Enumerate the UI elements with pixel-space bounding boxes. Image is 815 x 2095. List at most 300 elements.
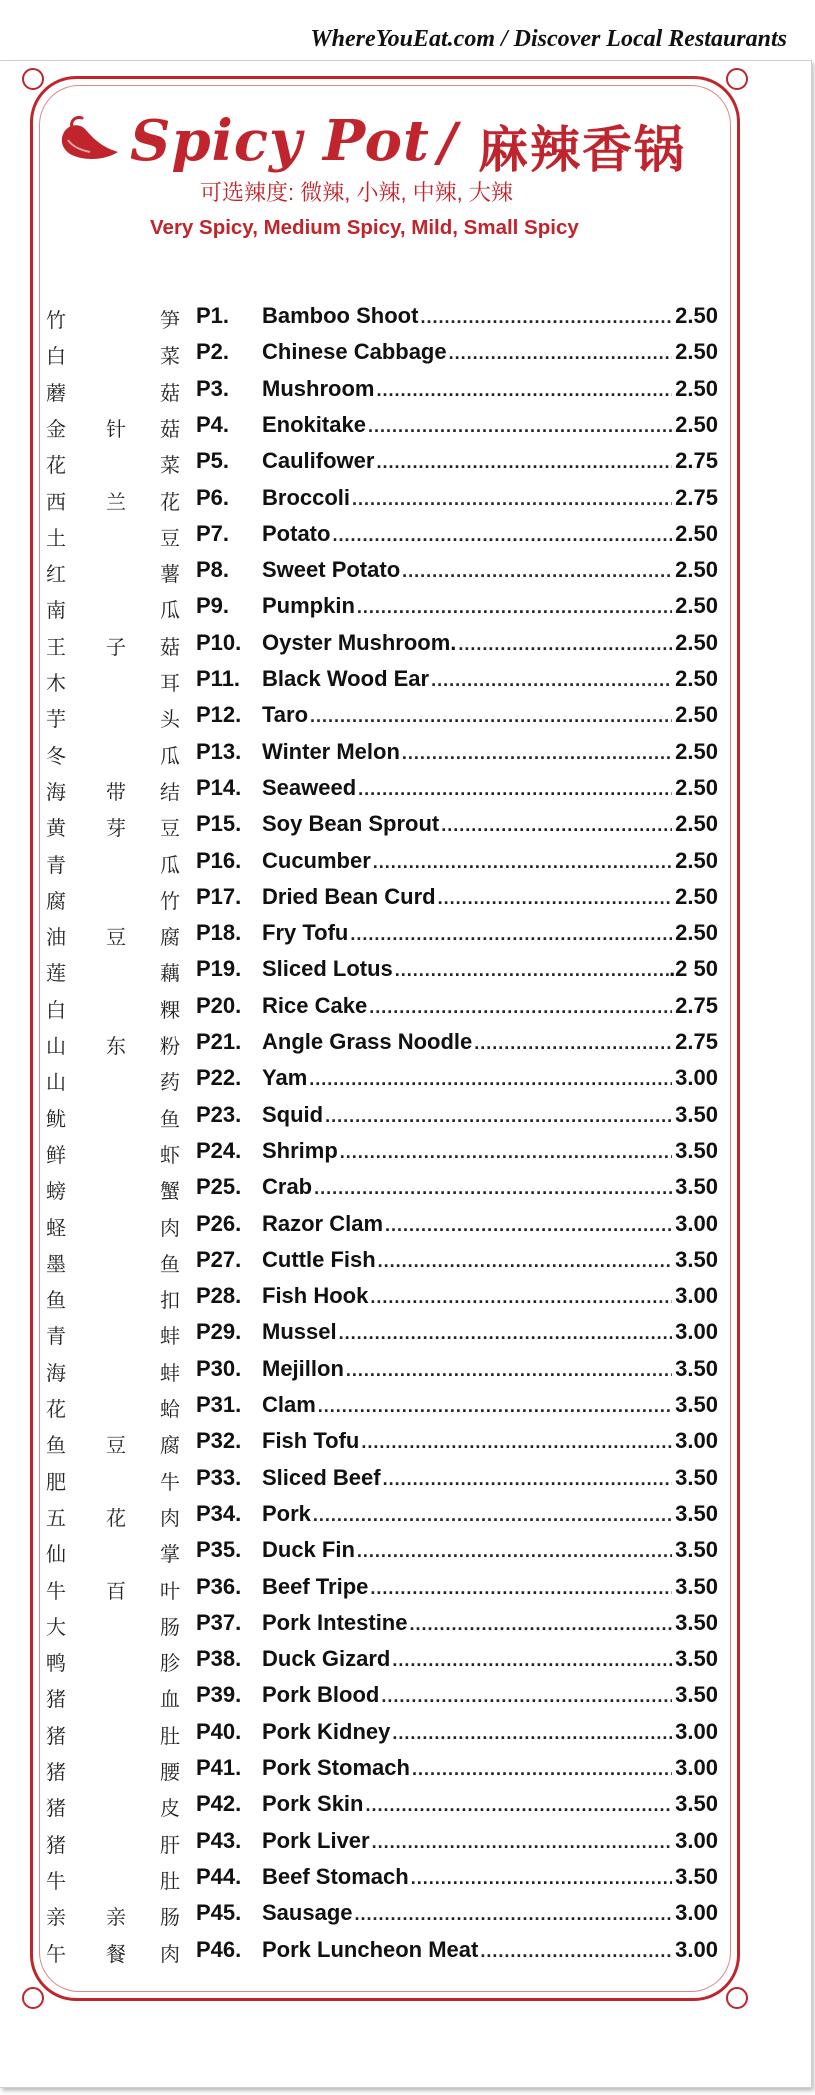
menu-item-row xyxy=(0,445,815,481)
menu-item-chinese-char-3: 菇 xyxy=(160,416,180,441)
menu-item-code: P45. xyxy=(196,1900,242,1926)
menu-item-chinese-char-1: 螃 xyxy=(46,1179,66,1204)
menu-item-name-line xyxy=(262,993,672,1019)
menu-item-row xyxy=(0,736,815,772)
menu-item-row xyxy=(0,1026,815,1062)
menu-item-code: P6. xyxy=(196,484,230,510)
menu-item-name: Mejillon xyxy=(262,1355,344,1381)
dot-leader xyxy=(420,307,672,328)
menu-item-row xyxy=(0,1244,815,1280)
menu-item-price: 3.00 xyxy=(675,1900,718,1926)
menu-item-price: 2.50 xyxy=(675,774,718,800)
menu-item-row xyxy=(0,1462,815,1498)
menu-item-row xyxy=(0,1571,815,1607)
menu-item-name-line xyxy=(262,1864,672,1890)
menu-item-row xyxy=(0,518,815,554)
menu-item-price: 2.75 xyxy=(675,1029,718,1054)
menu-item-chinese-char-2: 针 xyxy=(106,416,126,441)
dot-leader xyxy=(355,1904,673,1925)
menu-item-chinese-char-1: 鲜 xyxy=(46,1142,66,1167)
menu-item-chinese-char-3: 肝 xyxy=(160,1832,180,1857)
dot-leader xyxy=(383,1469,672,1490)
menu-item-row xyxy=(0,300,815,336)
menu-item-name: Caulifower xyxy=(262,448,375,474)
menu-item-name-line xyxy=(262,702,672,728)
menu-item-code: P39. xyxy=(196,1682,242,1708)
dot-leader xyxy=(474,1033,672,1054)
dot-leader xyxy=(365,1795,672,1816)
menu-item-name-line xyxy=(262,1428,672,1454)
dot-leader xyxy=(352,489,672,510)
menu-item-name: Pork Liver xyxy=(262,1827,370,1853)
menu-item-chinese-char-3: 药 xyxy=(160,1070,180,1095)
menu-item-price: 3.00 xyxy=(675,1936,718,1962)
menu-item-price: .2 50 xyxy=(669,956,718,982)
menu-item-price: 3.50 xyxy=(675,1682,718,1708)
menu-item-price: 3.00 xyxy=(675,1755,718,1780)
menu-item-code: P46. xyxy=(196,1936,242,1962)
menu-item-name: Pork Intestine xyxy=(262,1609,408,1635)
menu-item-name-line xyxy=(262,1828,672,1854)
menu-item-chinese-char-3: 菜 xyxy=(160,453,180,478)
menu-item-chinese-char-1: 猪 xyxy=(46,1687,66,1712)
menu-item-row xyxy=(0,953,815,989)
menu-item-price: 2.50 xyxy=(675,811,718,837)
menu-item-row xyxy=(0,1062,815,1098)
menu-item-row xyxy=(0,1425,815,1461)
menu-item-chinese-char-1: 肥 xyxy=(46,1469,66,1494)
menu-item-row xyxy=(0,1861,815,1897)
menu-item-code: P38. xyxy=(196,1646,242,1672)
menu-item-chinese-char-1: 猪 xyxy=(46,1796,66,1821)
dot-leader xyxy=(392,1650,672,1671)
menu-item-name: Soy Bean Sprout xyxy=(262,811,440,837)
menu-item-price: 2.50 xyxy=(675,702,718,728)
menu-item-code: P32. xyxy=(196,1428,242,1454)
menu-item-price: 3.00 xyxy=(675,1283,718,1309)
menu-item-chinese-char-3: 肚 xyxy=(160,1868,180,1893)
menu-item-chinese-char-3: 笋 xyxy=(160,308,180,332)
menu-item-name: Fish Hook xyxy=(262,1283,369,1309)
menu-item-name-line xyxy=(262,1646,672,1672)
menu-item-row xyxy=(0,1679,815,1715)
menu-item-row xyxy=(0,554,815,590)
menu-item-name-line xyxy=(262,1283,672,1309)
menu-item-chinese-char-1: 黄 xyxy=(46,816,66,841)
menu-item-code: P24. xyxy=(196,1137,242,1163)
menu-item-chinese-char-3: 藕 xyxy=(160,961,180,986)
menu-item-code: P28. xyxy=(196,1283,242,1309)
menu-item-code: P26. xyxy=(196,1210,242,1236)
menu-item-chinese-char-1: 油 xyxy=(46,925,66,950)
menu-item-row xyxy=(0,627,815,663)
menu-item-chinese-char-2: 百 xyxy=(106,1578,126,1603)
menu-item-chinese-char-3: 腰 xyxy=(160,1760,180,1784)
dot-leader xyxy=(346,1360,672,1381)
dot-leader xyxy=(458,634,672,655)
menu-item-price: 3.50 xyxy=(675,1863,718,1889)
menu-item-chinese-char-1: 墨 xyxy=(46,1251,66,1276)
menu-item-name-line xyxy=(262,630,672,656)
dish-title: Spicy Pot xyxy=(130,108,430,174)
menu-item-code: P7. xyxy=(196,520,230,546)
menu-item-price: 3.50 xyxy=(675,1174,718,1200)
menu-item-name-line xyxy=(262,1174,672,1200)
menu-item-name-line xyxy=(262,1537,672,1563)
menu-item-chinese-char-3: 菜 xyxy=(160,344,180,369)
menu-item-code: P37. xyxy=(196,1609,242,1635)
menu-item-chinese-char-1: 亲 xyxy=(46,1905,66,1930)
menu-item-chinese-char-3: 鱼 xyxy=(160,1106,180,1131)
menu-item-row xyxy=(0,1280,815,1316)
menu-item-code: P16. xyxy=(196,847,242,873)
menu-item-name-line xyxy=(262,339,672,365)
menu-item-chinese-char-1: 莲 xyxy=(46,961,66,986)
menu-item-code: P12. xyxy=(196,702,242,728)
chili-pepper-icon xyxy=(58,116,120,164)
dot-leader xyxy=(381,1686,672,1707)
dot-leader xyxy=(310,706,672,727)
dot-leader xyxy=(402,743,672,764)
menu-item-code: P27. xyxy=(196,1246,242,1272)
dot-leader xyxy=(309,1069,672,1090)
menu-item-name-line xyxy=(262,593,672,619)
menu-item-code: P40. xyxy=(196,1718,242,1744)
menu-item-name-line xyxy=(262,1102,672,1128)
menu-item-chinese-char-2: 花 xyxy=(106,1505,126,1530)
menu-item-price: 3.50 xyxy=(675,1246,718,1272)
dot-leader xyxy=(357,1541,672,1562)
dot-leader xyxy=(373,852,672,873)
menu-item-name-line xyxy=(262,1900,672,1926)
menu-item-name-line xyxy=(262,1610,672,1636)
menu-item-row xyxy=(0,590,815,626)
menu-item-chinese-char-3: 肉 xyxy=(160,1941,180,1966)
menu-item-name-line xyxy=(262,848,672,874)
dot-leader xyxy=(358,779,672,800)
menu-item-chinese-char-3: 粿 xyxy=(160,997,180,1022)
menu-item-code: P13. xyxy=(196,738,242,764)
menu-item-chinese-char-3: 豆 xyxy=(160,816,180,841)
menu-item-row xyxy=(0,482,815,518)
menu-item-name-line xyxy=(262,485,672,511)
menu-item-row xyxy=(0,772,815,808)
menu-item-chinese-char-3: 血 xyxy=(160,1687,180,1712)
menu-item-chinese-char-1: 猪 xyxy=(46,1760,66,1784)
menu-item-chinese-char-3: 头 xyxy=(160,707,180,732)
menu-item-chinese-char-2: 带 xyxy=(106,779,126,804)
menu-item-name: Chinese Cabbage xyxy=(262,339,447,365)
menu-item-chinese-char-3: 叶 xyxy=(160,1578,180,1603)
menu-item-name: Squid xyxy=(262,1101,324,1127)
frame-corner-bottom-left xyxy=(22,1987,44,2009)
menu-item-row xyxy=(0,1716,815,1752)
menu-item-chinese-char-1: 木 xyxy=(46,671,66,695)
spice-levels-chinese: 可选辣度: 微辣, 小辣, 中辣, 大辣 xyxy=(200,180,513,205)
dot-leader xyxy=(431,670,672,691)
frame-corner-top-left xyxy=(22,68,44,90)
menu-item-chinese-char-3: 牛 xyxy=(160,1469,180,1494)
menu-item-chinese-char-3: 薯 xyxy=(160,562,180,587)
menu-item-code: P22. xyxy=(196,1065,242,1091)
menu-item-price: 3.50 xyxy=(675,1355,718,1381)
menu-item-code: P21. xyxy=(196,1029,242,1054)
menu-item-chinese-char-1: 午 xyxy=(46,1941,66,1966)
dot-leader xyxy=(313,1505,672,1526)
menu-item-chinese-char-1: 鱿 xyxy=(46,1106,66,1131)
menu-item-name-line xyxy=(262,739,672,765)
menu-item-name: Fry Tofu xyxy=(262,920,349,946)
menu-item-name: Pork Luncheon Meat xyxy=(262,1936,479,1962)
menu-item-chinese-char-3: 菇 xyxy=(160,634,180,659)
dot-leader xyxy=(480,1941,672,1962)
menu-item-chinese-char-1: 海 xyxy=(46,1360,66,1385)
menu-item-price: 2.75 xyxy=(675,992,718,1018)
dot-leader xyxy=(376,452,672,473)
menu-item-name: Angle Grass Noodle xyxy=(262,1029,473,1054)
menu-item-price: 2.50 xyxy=(675,375,718,401)
menu-item-chinese-char-1: 蘑 xyxy=(46,380,66,405)
menu-item-price: 3.50 xyxy=(675,1101,718,1127)
menu-item-chinese-char-2: 芽 xyxy=(106,816,126,841)
menu-item-name: Pumpkin xyxy=(262,593,355,619)
menu-item-chinese-char-3: 蛤 xyxy=(160,1397,180,1421)
menu-item-price: 2.50 xyxy=(675,593,718,619)
dot-leader xyxy=(361,1432,672,1453)
menu-item-code: P25. xyxy=(196,1174,242,1200)
dot-leader xyxy=(392,1723,672,1744)
menu-item-row xyxy=(0,1171,815,1207)
menu-item-name-line xyxy=(262,1392,672,1418)
menu-item-code: P5. xyxy=(196,448,230,474)
menu-item-name: Black Wood Ear xyxy=(262,666,430,691)
menu-item-row xyxy=(0,699,815,735)
menu-item-chinese-char-3: 蚌 xyxy=(160,1324,180,1349)
menu-item-chinese-char-1: 山 xyxy=(46,1070,66,1095)
menu-item-name: Pork Stomach xyxy=(262,1755,410,1780)
menu-item-chinese-char-3: 蟹 xyxy=(160,1179,180,1204)
menu-item-chinese-char-3: 瓜 xyxy=(160,743,180,768)
menu-item-chinese-char-1: 花 xyxy=(46,1397,66,1421)
menu-item-chinese-char-1: 王 xyxy=(46,634,66,659)
menu-item-price: 3.00 xyxy=(675,1065,718,1091)
menu-item-price: 2.75 xyxy=(675,484,718,510)
menu-item-name: Fish Tofu xyxy=(262,1428,360,1454)
menu-item-chinese-char-1: 山 xyxy=(46,1034,66,1058)
menu-item-row xyxy=(0,845,815,881)
menu-item-chinese-char-1: 鸭 xyxy=(46,1651,66,1676)
menu-item-name-line xyxy=(262,1029,672,1055)
menu-item-name-line xyxy=(262,1465,672,1491)
menu-item-row xyxy=(0,1498,815,1534)
menu-item-row xyxy=(0,1788,815,1824)
menu-item-name: Beef Tripe xyxy=(262,1573,369,1599)
menu-item-chinese-char-3: 皮 xyxy=(160,1796,180,1821)
menu-item-chinese-char-3: 花 xyxy=(160,489,180,514)
menu-item-name: Pork xyxy=(262,1500,311,1526)
menu-item-price: 3.50 xyxy=(675,1573,718,1599)
menu-item-price: 3.00 xyxy=(675,1319,718,1345)
menu-item-row xyxy=(0,336,815,372)
menu-item-row xyxy=(0,409,815,445)
dot-leader xyxy=(372,1832,672,1853)
menu-item-code: P34. xyxy=(196,1500,242,1526)
dot-leader xyxy=(332,525,672,546)
dot-leader xyxy=(325,1106,672,1127)
menu-item-chinese-char-1: 鱼 xyxy=(46,1433,66,1458)
menu-item-chinese-char-3: 鱼 xyxy=(160,1251,180,1276)
menu-item-price: 3.00 xyxy=(675,1210,718,1236)
menu-item-code: P1. xyxy=(196,303,230,328)
menu-item-row xyxy=(0,373,815,409)
menu-item-chinese-char-1: 红 xyxy=(46,562,66,587)
dot-leader xyxy=(441,815,672,836)
menu-item-chinese-char-1: 鱼 xyxy=(46,1288,66,1313)
menu-item-name: Sausage xyxy=(262,1900,353,1926)
menu-item-price: 2.50 xyxy=(675,629,718,655)
frame-corner-top-right xyxy=(726,68,748,90)
menu-item-price: 3.50 xyxy=(675,1137,718,1163)
menu-item-name: Cuttle Fish xyxy=(262,1246,376,1272)
menu-item-price: 2.50 xyxy=(675,920,718,946)
menu-item-name: Crab xyxy=(262,1174,313,1200)
menu-item-chinese-char-2: 兰 xyxy=(106,489,126,514)
menu-item-chinese-char-3: 竹 xyxy=(160,888,180,913)
title-separator: / xyxy=(438,112,457,173)
menu-item-code: P15. xyxy=(196,811,242,837)
menu-item-chinese-char-3: 肉 xyxy=(160,1505,180,1530)
dot-leader xyxy=(357,597,672,618)
menu-item-name-line xyxy=(262,884,672,910)
menu-item-row xyxy=(0,1135,815,1171)
menu-item-price: 3.50 xyxy=(675,1464,718,1490)
dot-leader xyxy=(449,343,672,364)
menu-item-chinese-char-1: 大 xyxy=(46,1614,66,1639)
menu-item-name-line xyxy=(262,775,672,801)
menu-item-price: 3.00 xyxy=(675,1718,718,1744)
menu-item-code: P10. xyxy=(196,629,242,655)
dot-leader xyxy=(339,1323,672,1344)
menu-item-row xyxy=(0,1825,815,1861)
menu-item-chinese-char-3: 瓜 xyxy=(160,598,180,623)
menu-item-name: Dried Bean Curd xyxy=(262,883,436,909)
menu-item-name-line xyxy=(262,1319,672,1345)
menu-item-name: Sliced Lotus xyxy=(262,956,393,982)
menu-item-name: Enokitake xyxy=(262,411,366,437)
menu-item-chinese-char-1: 西 xyxy=(46,489,66,514)
dot-leader xyxy=(402,561,672,582)
menu-item-name: Razor Clam xyxy=(262,1210,384,1236)
menu-item-price: 2.50 xyxy=(675,303,718,328)
menu-item-row xyxy=(0,1353,815,1389)
menu-item-row xyxy=(0,1752,815,1788)
menu-item-name: Broccoli xyxy=(262,484,351,510)
menu-item-code: P9. xyxy=(196,593,230,619)
menu-item-price: 3.50 xyxy=(675,1646,718,1672)
menu-item-chinese-char-3: 肠 xyxy=(160,1614,180,1639)
menu-item-name-line xyxy=(262,1719,672,1745)
menu-item-chinese-char-1: 南 xyxy=(46,598,66,623)
menu-item-chinese-char-1: 蛏 xyxy=(46,1215,66,1240)
menu-item-name: Cucumber xyxy=(262,847,371,873)
menu-item-chinese-char-3: 肚 xyxy=(160,1723,180,1748)
menu-item-name: Potato xyxy=(262,520,331,546)
menu-item-row xyxy=(0,1316,815,1352)
menu-item-name: Seaweed xyxy=(262,774,357,800)
menu-item-chinese-char-3: 瓜 xyxy=(160,852,180,877)
dot-leader xyxy=(378,1251,672,1272)
menu-item-row xyxy=(0,808,815,844)
dot-leader xyxy=(376,380,672,401)
menu-item-code: P41. xyxy=(196,1755,242,1780)
site-title[interactable]: WhereYouEat.com / Discover Local Restaurants xyxy=(310,26,787,52)
menu-item-row xyxy=(0,1643,815,1679)
menu-item-name-line xyxy=(262,956,672,982)
menu-item-code: P11. xyxy=(196,666,241,691)
menu-item-price: 2.50 xyxy=(675,847,718,873)
menu-item-code: P14. xyxy=(196,774,242,800)
menu-item-name: Yam xyxy=(262,1065,308,1091)
menu-item-row xyxy=(0,663,815,699)
menu-item-name: Pork Skin xyxy=(262,1791,364,1817)
menu-item-chinese-char-1: 腐 xyxy=(46,888,66,913)
menu-item-chinese-char-1: 海 xyxy=(46,779,66,804)
menu-item-chinese-char-1: 白 xyxy=(46,344,66,369)
menu-item-name-line xyxy=(262,1791,672,1817)
menu-item-name: Mussel xyxy=(262,1319,337,1345)
menu-item-name: Winter Melon xyxy=(262,738,400,764)
menu-item-name: Shrimp xyxy=(262,1137,338,1163)
menu-item-row xyxy=(0,917,815,953)
menu-item-price: 2.50 xyxy=(675,666,718,691)
menu-item-chinese-char-1: 青 xyxy=(46,1324,66,1349)
menu-item-chinese-char-3: 豆 xyxy=(160,525,180,550)
menu-item-code: P18. xyxy=(196,920,242,946)
dot-leader xyxy=(369,997,672,1018)
menu-item-name-line xyxy=(262,1755,672,1781)
menu-item-chinese-char-3: 耳 xyxy=(160,671,180,695)
dot-leader xyxy=(411,1868,672,1889)
menu-item-chinese-char-3: 腐 xyxy=(160,1433,180,1458)
menu-item-chinese-char-1: 金 xyxy=(46,416,66,441)
menu-item-name-line xyxy=(262,448,672,474)
menu-item-chinese-char-3: 扣 xyxy=(160,1288,180,1313)
menu-item-chinese-char-1: 猪 xyxy=(46,1832,66,1857)
menu-item-code: P19. xyxy=(196,956,242,982)
menu-item-code: P4. xyxy=(196,411,230,437)
dot-leader xyxy=(385,1215,672,1236)
dot-leader xyxy=(368,416,672,437)
dot-leader xyxy=(314,1178,672,1199)
menu-item-name-line xyxy=(262,1138,672,1164)
menu-item-code: P33. xyxy=(196,1464,242,1490)
dot-leader xyxy=(350,924,672,945)
menu-item-code: P20. xyxy=(196,992,242,1018)
menu-item-chinese-char-3: 腐 xyxy=(160,925,180,950)
menu-item-chinese-char-3: 掌 xyxy=(160,1542,180,1567)
menu-item-chinese-char-1: 竹 xyxy=(46,308,66,332)
menu-item-code: P3. xyxy=(196,375,230,401)
menu-item-code: P2. xyxy=(196,339,230,365)
menu-item-price: 2.50 xyxy=(675,339,718,365)
menu-item-row xyxy=(0,881,815,917)
menu-item-chinese-char-3: 肠 xyxy=(160,1905,180,1930)
menu-item-name-line xyxy=(262,920,672,946)
menu-item-chinese-char-1: 仙 xyxy=(46,1542,66,1567)
menu-item-chinese-char-1: 白 xyxy=(46,997,66,1022)
menu-item-code: P30. xyxy=(196,1355,242,1381)
menu-item-chinese-char-2: 豆 xyxy=(106,1433,126,1458)
